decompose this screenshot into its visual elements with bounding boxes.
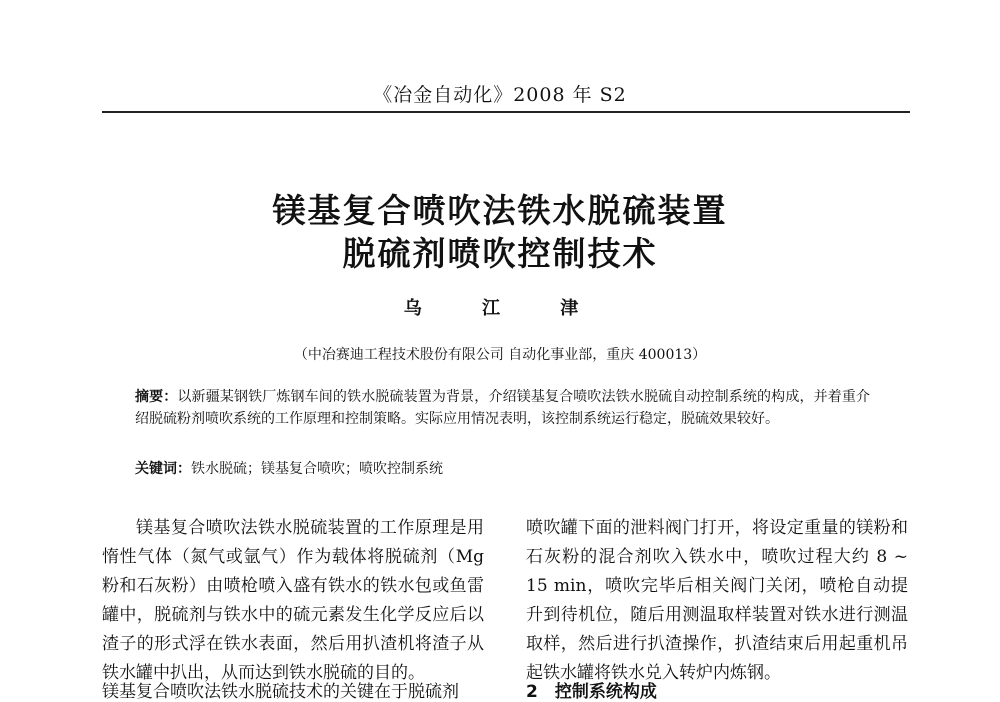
abstract-text: 以新疆某钢铁厂炼钢车间的铁水脱硫装置为背景，介绍镁基复合喷吹法铁水脱硫自动控制系统的构成，并着重介绍脱硫粉剂喷吹系统的工作原理和控制策略。实际应用情况表明，该控制系统运行稳定，脱硫效果较好。 [135,389,871,427]
keywords-label: 关键词： [135,461,191,477]
paper-title-line-2: 脱硫剂喷吹控制技术 [342,234,658,273]
author-name: 乌 江 津 [403,298,597,319]
body-right-column: 喷吹罐下面的泄料阀门打开，将设定重量的镁粉和石灰粉的混合剂吹入铁水中，喷吹过程大约 8 ~ 15 min，喷吹完毕后相关阀门关闭，喷枪自动提升到待机位，随后用测温取样装置对铁水进行测温取样，然后进行扒渣操作，扒渣结束后用起重机吊起铁水罐将铁水兑入转炉内炼钢。 [526,518,908,683]
journal-header: 《冶金自动化》2008 年 S2 [373,84,627,106]
body-left-column: 镁基复合喷吹法铁水脱硫装置的工作原理是用惰性气体（氮气或氩气）作为载体将脱硫剂（Mg粉和石灰粉）由喷枪喷入盛有铁水的铁水包或鱼雷罐中，脱硫剂与铁水中的硫元素发生化学反应后以渣子的形式浮在铁水表面，然后用扒渣机将渣子从铁水罐中扒出，从而达到铁水脱硫的目的。 [102,518,484,683]
keywords-text: 铁水脱硫；镁基复合喷吹；喷吹控制系统 [191,461,443,477]
keywords [135,458,870,480]
affiliation: （中冶赛迪工程技术股份有限公司 自动化事业部，重庆 400013） [293,347,707,363]
paper-title-line-1: 镁基复合喷吹法铁水脱硫装置 [272,191,728,230]
abstract-label: 摘要： [135,389,178,405]
section-heading: 2 控制系统构成 [526,682,657,702]
abstract [135,386,870,430]
body-left-next-line: 镁基复合喷吹法铁水脱硫技术的关键在于脱硫剂 [102,682,459,702]
header-rule [102,111,910,113]
